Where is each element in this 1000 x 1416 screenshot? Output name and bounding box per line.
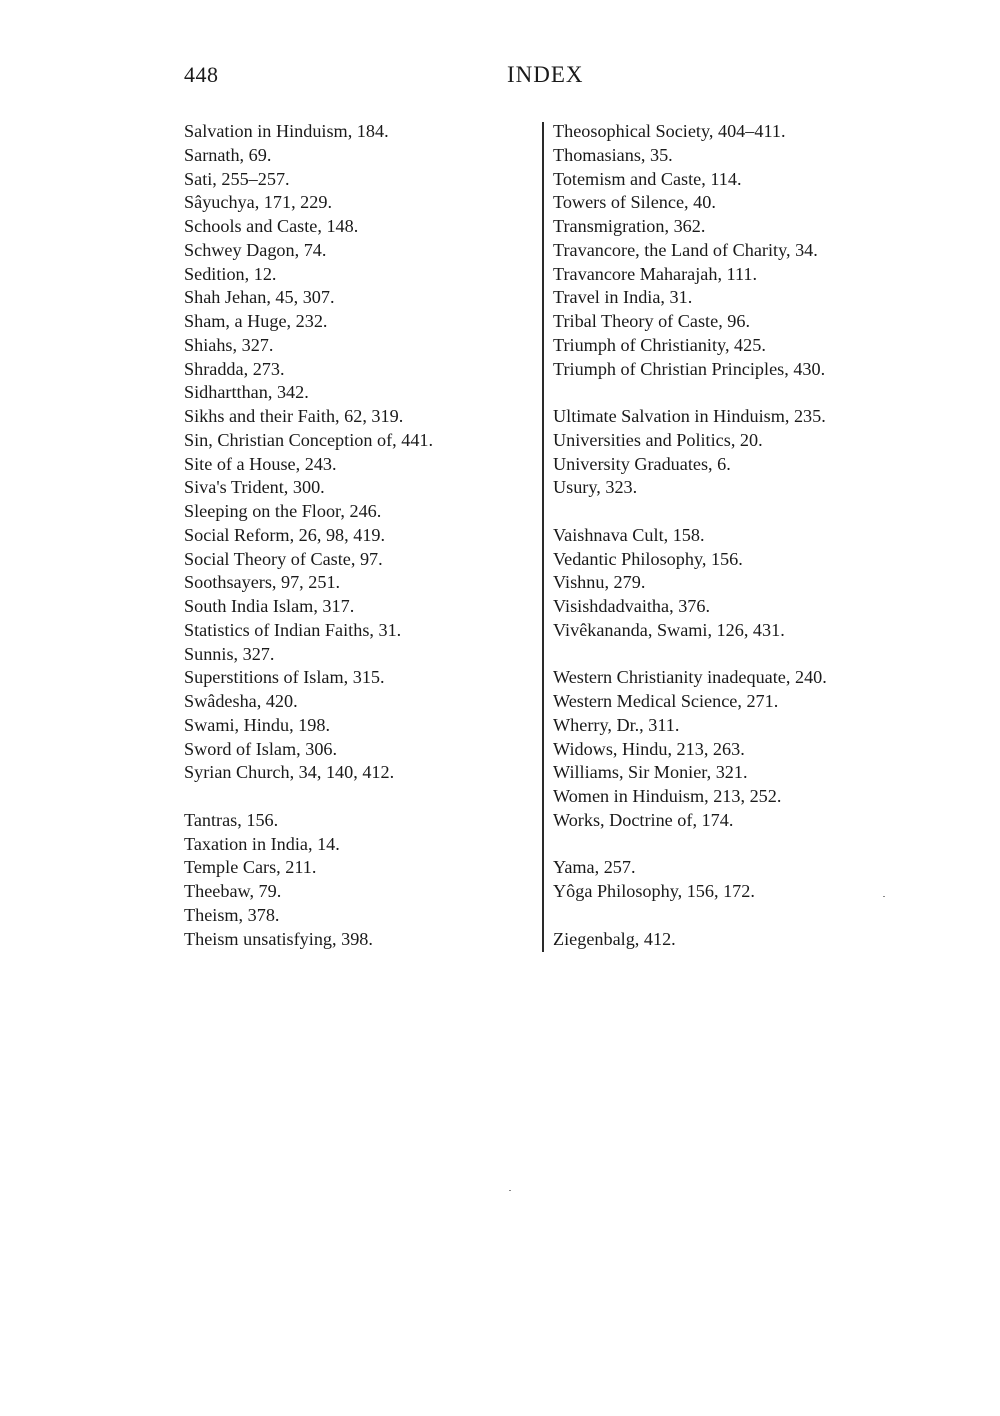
index-column-right bbox=[553, 120, 898, 951]
group-spacer bbox=[553, 500, 898, 524]
index-entry: Travancore Maharajah, 111. bbox=[553, 263, 758, 284]
index-entry: Sedition, 12. bbox=[184, 263, 277, 284]
index-entry: Wherry, Dr., 311. bbox=[553, 714, 680, 735]
index-entry: Widows, Hindu, 213, 263. bbox=[553, 738, 745, 759]
index-entry: Visishdadvaitha, 376. bbox=[553, 596, 711, 616]
index-entry: Theism unsatisfying, 398. bbox=[184, 928, 373, 949]
index-entry: Theosophical Society, 404–411. bbox=[553, 121, 786, 141]
index-entry: Sham, a Huge, 232. bbox=[184, 311, 328, 331]
index-entry: University Graduates, 6. bbox=[553, 453, 731, 474]
index-entry: Syrian Church, 34, 140, 412. bbox=[184, 762, 395, 783]
index-column-left bbox=[184, 120, 524, 951]
index-entry: Ultimate Salvation in Hinduism, 235. bbox=[553, 406, 826, 426]
index-entry: Sâyuchya, 171, 229. bbox=[184, 192, 333, 213]
index-entry: Sikhs and their Faith, 62, 319. bbox=[184, 406, 404, 426]
index-entry: Swâdesha, 420. bbox=[184, 691, 298, 711]
index-entry: Ziegenbalg, 412. bbox=[553, 928, 676, 949]
index-entry: Statistics of Indian Faiths, 31. bbox=[184, 619, 402, 640]
index-entry: South India Islam, 317. bbox=[184, 596, 355, 616]
index-entry: Tribal Theory of Caste, 96. bbox=[553, 311, 751, 331]
index-entry: Sati, 255–257. bbox=[184, 168, 290, 189]
index-entry: Temple Cars, 211. bbox=[184, 857, 317, 878]
index-entry: Towers of Silence, 40. bbox=[553, 192, 716, 213]
index-entry: Triumph of Christianity, 425. bbox=[553, 334, 766, 355]
index-entry: Schools and Caste, 148. bbox=[184, 216, 359, 236]
index-entry: Vivêkananda, Swami, 126, 431. bbox=[553, 619, 785, 640]
index-entry: Site of a House, 243. bbox=[184, 453, 337, 474]
group-spacer bbox=[184, 785, 524, 809]
index-entry: Taxation in India, 14. bbox=[184, 833, 340, 854]
page-number: 448 bbox=[184, 62, 219, 87]
index-entry: Travancore, the Land of Charity, 34. bbox=[553, 239, 818, 260]
index-entry: Travel in India, 31. bbox=[553, 287, 693, 308]
index-entry: Totemism and Caste, 114. bbox=[553, 168, 742, 189]
column-divider bbox=[542, 122, 544, 952]
index-entry: Salvation in Hinduism, 184. bbox=[184, 121, 389, 141]
index-entry: Western Christianity inadequate, 240. bbox=[553, 667, 827, 688]
index-entry: Tantras, 156. bbox=[184, 809, 279, 830]
index-entry: Schwey Dagon, 74. bbox=[184, 239, 327, 260]
index-entry: Sin, Christian Conception of, 441. bbox=[184, 429, 434, 450]
group-spacer bbox=[553, 643, 898, 667]
index-entry: Usury, 323. bbox=[553, 477, 638, 498]
index-entry: Social Reform, 26, 98, 419. bbox=[184, 524, 386, 545]
index-entry: Sunnis, 327. bbox=[184, 643, 275, 664]
page-title: INDEX bbox=[507, 62, 584, 87]
index-entry: Sleeping on the Floor, 246. bbox=[184, 501, 382, 521]
index-entry: Women in Hinduism, 213, 252. bbox=[553, 786, 782, 806]
index-entry: Theebaw, 79. bbox=[184, 881, 282, 901]
index-entry: Superstitions of Islam, 315. bbox=[184, 667, 385, 688]
index-entry: Sword of Islam, 306. bbox=[184, 738, 338, 759]
index-entry: Theism, 378. bbox=[184, 904, 280, 925]
index-entry: Social Theory of Caste, 97. bbox=[184, 548, 383, 569]
index-entry: Western Medical Science, 271. bbox=[553, 691, 779, 711]
index-entry: Works, Doctrine of, 174. bbox=[553, 809, 734, 830]
index-entry: Thomasians, 35. bbox=[553, 144, 673, 165]
index-entry: Yama, 257. bbox=[553, 857, 636, 878]
index-entry: Yôga Philosophy, 156, 172. bbox=[553, 881, 755, 901]
index-entry: Transmigration, 362. bbox=[553, 216, 706, 236]
group-spacer bbox=[553, 381, 898, 405]
print-speck bbox=[509, 1190, 511, 1191]
index-entry: Universities and Politics, 20. bbox=[553, 429, 763, 450]
index-entry: Swami, Hindu, 198. bbox=[184, 714, 331, 735]
group-spacer bbox=[553, 904, 898, 928]
index-entry: Williams, Sir Monier, 321. bbox=[553, 762, 748, 783]
index-entry: Soothsayers, 97, 251. bbox=[184, 572, 341, 593]
index-entry: Vaishnava Cult, 158. bbox=[553, 524, 705, 545]
index-entry: Sidhartthan, 342. bbox=[184, 382, 309, 403]
index-entry: Shradda, 273. bbox=[184, 358, 285, 379]
index-entry: Vishnu, 279. bbox=[553, 572, 646, 593]
print-speck bbox=[883, 896, 885, 897]
index-entry: Sarnath, 69. bbox=[184, 144, 272, 165]
index-entry: Shiahs, 327. bbox=[184, 334, 274, 355]
index-entry: Triumph of Christian Principles, 430. bbox=[553, 358, 826, 379]
index-entry: Siva's Trident, 300. bbox=[184, 477, 325, 498]
group-spacer bbox=[553, 833, 898, 857]
index-entry: Vedantic Philosophy, 156. bbox=[553, 548, 743, 569]
index-entry: Shah Jehan, 45, 307. bbox=[184, 287, 335, 308]
